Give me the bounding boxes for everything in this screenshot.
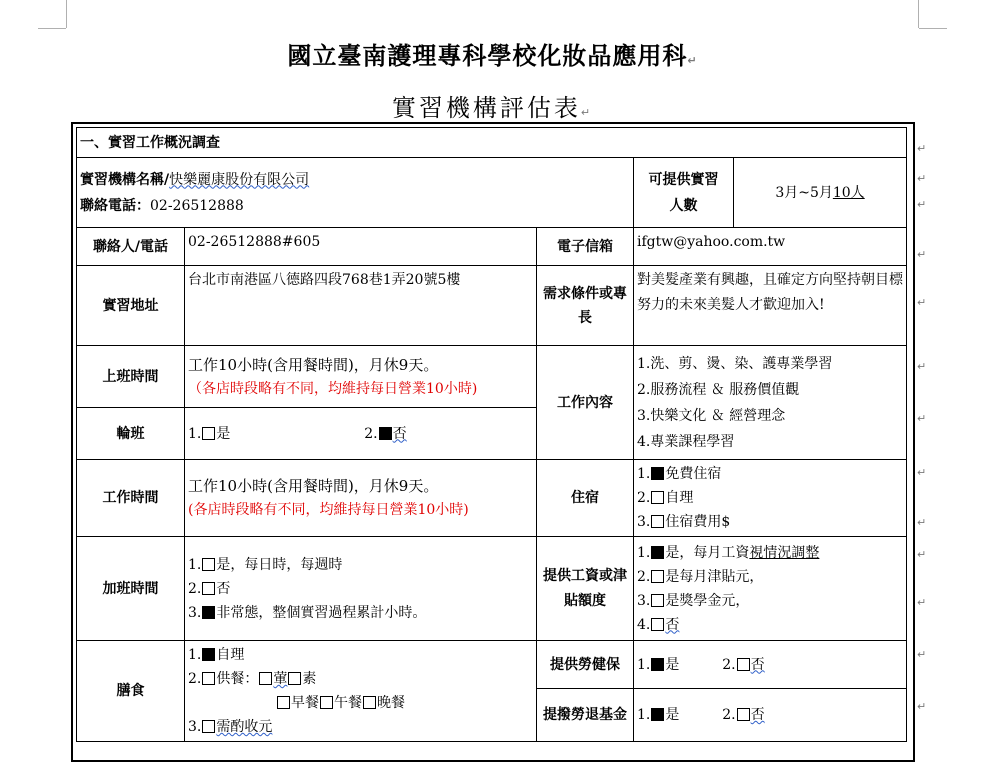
meals-meat-checkbox[interactable] — [259, 672, 272, 685]
shift-options: 1. 是 2. 否 — [185, 408, 537, 460]
insurance-yes-checkbox[interactable] — [651, 658, 664, 671]
crop-mark-left-horizontal — [38, 28, 66, 29]
paragraph-mark: ↵ — [917, 700, 927, 713]
pay-allowance-checkbox[interactable] — [651, 570, 664, 583]
paragraph-mark: ↵ — [917, 466, 927, 479]
org-phone: 02-26512888 — [150, 197, 244, 214]
lodging-item: 1. 免費住宿 — [637, 466, 722, 482]
work-content-item: 1.洗、剪、燙、染、護專業學習 — [637, 355, 833, 372]
work-content-item: 3.快樂文化 ＆ 經營理念 — [637, 407, 786, 424]
pay-options: 1. 是，每月工資視情況調整 2. 是每月津貼元， 3. 是獎學金元， 4. 否 — [634, 537, 907, 641]
meals-row — [77, 641, 907, 689]
lodging-checkbox[interactable] — [651, 491, 664, 504]
section-header-row — [77, 128, 907, 158]
paragraph-mark: ↵ — [917, 412, 927, 425]
form-title: 實習機構評估表↵ — [391, 94, 594, 122]
work-content-label: 工作內容 — [537, 346, 634, 460]
lodging-item: 3. 住宿費用$ — [637, 514, 731, 530]
work-time-value — [185, 460, 537, 537]
shift-no-checkbox[interactable] — [379, 427, 392, 440]
page-title: 國立臺南護理專科學校化妝品應用科↵ — [287, 41, 698, 70]
meals-label: 膳食 — [77, 641, 185, 742]
pension-no-checkbox[interactable] — [737, 708, 750, 721]
paragraph-mark: ↵ — [917, 516, 927, 529]
pay-scholarship-checkbox[interactable] — [651, 594, 664, 607]
paragraph-mark: ↵ — [917, 596, 927, 609]
paragraph-mark: ↵ — [917, 198, 927, 211]
address-label: 實習地址 — [77, 266, 185, 346]
pay-yes-wage-checkbox[interactable] — [651, 546, 664, 559]
lodging-options — [634, 460, 907, 537]
overtime-item: 2. 否 — [188, 580, 231, 597]
email-value: ifgtw@yahoo.com.tw — [634, 228, 907, 266]
org-info-cell — [77, 158, 634, 228]
meals-provided-checkbox[interactable] — [202, 672, 215, 685]
meals-fee-checkbox[interactable] — [202, 720, 215, 733]
capacity-value: 10人 — [832, 184, 865, 201]
contact-label: 聯絡人/電話 — [77, 228, 185, 266]
paragraph-mark: ↵ — [917, 248, 927, 261]
lodging-checkbox[interactable] — [651, 515, 664, 528]
work-time-label: 工作時間 — [77, 460, 185, 537]
contact-value: 02-26512888#605 — [185, 228, 537, 266]
overtime-checkbox[interactable] — [202, 558, 215, 571]
org-phone-line: 聯絡電話：02-26512888 — [80, 197, 244, 214]
overtime-checkbox[interactable] — [202, 582, 215, 595]
pay-label: 提供工資或津貼額度 — [537, 537, 634, 641]
email-label: 電子信箱 — [537, 228, 634, 266]
work-content-list — [634, 346, 907, 460]
meals-self-checkbox[interactable] — [202, 648, 215, 661]
overtime-label: 加班時間 — [77, 537, 185, 641]
paragraph-mark: ↵ — [917, 548, 927, 561]
shift-yes-checkbox[interactable] — [202, 427, 215, 440]
work-time-note: (各店時段略有不同，均維持每日營業10小時) — [188, 502, 469, 518]
paragraph-mark: ↵ — [917, 360, 927, 373]
pension-label: 提撥勞退基金 — [537, 689, 634, 742]
crop-mark-right-horizontal — [919, 28, 947, 29]
org-name: 快樂麗康股份有限公司 — [169, 171, 310, 188]
contact-row — [77, 228, 907, 266]
insurance-no-checkbox[interactable] — [737, 658, 750, 671]
breakfast-checkbox[interactable] — [277, 696, 290, 709]
pension-options: 1. 是 2. 否 — [634, 689, 907, 742]
meals-veg-checkbox[interactable] — [288, 672, 301, 685]
org-row — [77, 158, 907, 228]
requirements-label: 需求條件或專長 — [537, 266, 634, 346]
insurance-options: 1. 是 2. 否 — [634, 641, 907, 689]
work-hours-note: （各店時段略有不同，均維持每日營業10小時) — [188, 380, 478, 397]
capacity-label: 可提供實習人數 — [634, 158, 734, 228]
capacity-value-cell: 3月~5月10人 — [734, 158, 907, 228]
pension-yes-checkbox[interactable] — [651, 708, 664, 721]
crop-mark-right-vertical — [918, 0, 919, 28]
paragraph-mark: ↵ — [917, 296, 927, 309]
work-content-item: 4.專業課程學習 — [637, 433, 735, 450]
paragraph-mark: ↵ — [917, 648, 927, 661]
overtime-item: 1. 是，每日時，每週時 — [188, 556, 343, 573]
work-content-item: 2.服務流程 ＆ 服務價值觀 — [637, 381, 800, 398]
address-row — [77, 266, 907, 346]
overtime-checkbox[interactable] — [202, 606, 215, 619]
paragraph-mark: ↵ — [917, 142, 927, 155]
work-time-row — [77, 460, 907, 537]
section-header: 一、實習工作概況調查 — [77, 128, 907, 158]
paragraph-mark: ↵ — [917, 172, 927, 185]
work-hours-label: 上班時間 — [77, 346, 185, 408]
work-hours-value — [185, 346, 537, 408]
work-hours-row — [77, 346, 907, 408]
overtime-options — [185, 537, 537, 641]
lodging-checkbox[interactable] — [651, 467, 664, 480]
work-time-line1: 工作10小時(含用餐時間)，月休9天。 — [188, 477, 439, 495]
org-name-line: 實習機構名稱/快樂麗康股份有限公司 — [80, 171, 310, 188]
dinner-checkbox[interactable] — [363, 696, 376, 709]
lunch-checkbox[interactable] — [320, 696, 333, 709]
lodging-label: 住宿 — [537, 460, 634, 537]
shift-label: 輪班 — [77, 408, 185, 460]
meals-options: 1. 自理 2. 供餐： 葷 素 早餐 午餐 晚餐 3. 需酌收元 — [185, 641, 537, 742]
lodging-item: 2. 自理 — [637, 490, 694, 506]
evaluation-table — [76, 127, 907, 742]
crop-mark-left-vertical — [66, 0, 67, 28]
work-hours-line1: 工作10小時(含用餐時間)，月休9天。 — [188, 355, 439, 374]
address-value: 台北市南港區八德路四段768巷1弄20號5樓 — [185, 266, 537, 346]
requirements-value: 對美髮產業有興趣，且確定方向堅持朝目標努力的未來美髮人才歡迎加入! — [634, 266, 907, 346]
overtime-row — [77, 537, 907, 641]
insurance-label: 提供勞健保 — [537, 641, 634, 689]
overtime-item: 3. 非常態，整個實習過程累計小時。 — [188, 604, 427, 621]
pay-no-checkbox[interactable] — [651, 618, 664, 631]
